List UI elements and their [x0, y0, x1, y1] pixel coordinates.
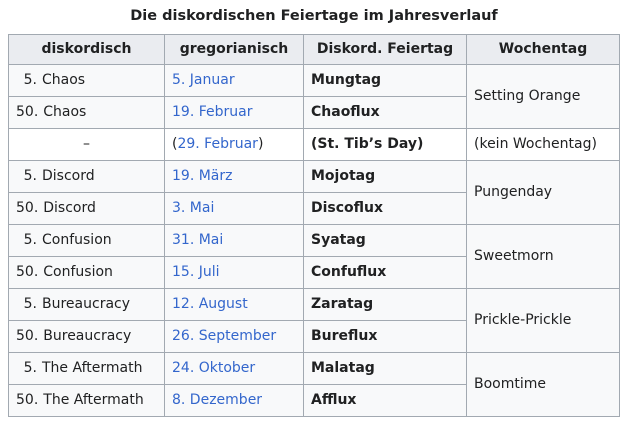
column-header-gregorianisch: gregorianisch [165, 35, 304, 65]
cell-feiertag: Bureflux [304, 321, 467, 353]
cell-gregorianisch [165, 225, 304, 257]
cell-feiertag: Mojotag [304, 161, 467, 193]
cell-diskordisch [9, 257, 165, 289]
column-header-diskordisch: diskordisch [9, 35, 165, 65]
season-name: Bureaucracy [42, 296, 131, 312]
column-header-feiertag: Diskord. Feiertag [304, 35, 467, 65]
cell-diskordisch [9, 193, 165, 225]
cell-gregorianisch [165, 193, 304, 225]
table-row [9, 353, 620, 385]
cell-wochentag: (kein Wochentag) [467, 129, 620, 161]
season-number: 50. [16, 200, 39, 216]
season-name: Bureaucracy [43, 328, 132, 344]
date-link[interactable]: 3. Mai [172, 200, 215, 216]
cell-diskordisch [9, 321, 165, 353]
cell-feiertag: (St. Tib’s Day) [304, 129, 467, 161]
table-row [9, 65, 620, 97]
season-number: 50. [16, 392, 39, 408]
date-link[interactable]: 19. Februar [172, 104, 253, 120]
cell-gregorianisch [165, 257, 304, 289]
date-link[interactable]: 26. September [172, 328, 277, 344]
cell-diskordisch [9, 161, 165, 193]
header-row [9, 35, 620, 65]
date-link[interactable]: 8. Dezember [172, 392, 263, 408]
cell-diskordisch [9, 65, 165, 97]
cell-diskordisch [9, 97, 165, 129]
season-number: 50. [16, 328, 39, 344]
cell-feiertag: Chaoflux [304, 97, 467, 129]
cell-wochentag: Pungenday [467, 161, 620, 225]
date-link[interactable]: 29. Februar [177, 136, 258, 152]
cell-feiertag: Confuflux [304, 257, 467, 289]
cell-diskordisch [9, 225, 165, 257]
season-name: The Aftermath [42, 360, 143, 376]
cell-feiertag: Afflux [304, 385, 467, 417]
cell-wochentag: Boomtime [467, 353, 620, 417]
cell-gregorianisch [165, 97, 304, 129]
season-name: Discord [43, 200, 96, 216]
season-number: 5. [23, 360, 37, 376]
season-number: 5. [23, 72, 37, 88]
cell-gregorianisch [165, 129, 304, 161]
cell-gregorianisch [165, 65, 304, 97]
cell-wochentag: Prickle-Prickle [467, 289, 620, 353]
cell-wochentag: Setting Orange [467, 65, 620, 129]
cell-gregorianisch [165, 289, 304, 321]
cell-gregorianisch [165, 161, 304, 193]
cell-feiertag: Mungtag [304, 65, 467, 97]
cell-feiertag: Malatag [304, 353, 467, 385]
cell-diskordisch [9, 289, 165, 321]
season-name: Confusion [43, 264, 113, 280]
cell-feiertag: Syatag [304, 225, 467, 257]
paren-open: ( [172, 136, 178, 152]
date-link[interactable]: 5. Januar [172, 72, 235, 88]
table-row-st-tibs-day [9, 129, 620, 161]
season-number: 5. [23, 168, 37, 184]
date-link[interactable]: 12. August [172, 296, 248, 312]
date-link[interactable]: 15. Juli [172, 264, 220, 280]
cell-gregorianisch [165, 353, 304, 385]
season-number: 5. [23, 296, 37, 312]
table-row [9, 289, 620, 321]
cell-diskordisch-dash: – [9, 129, 165, 161]
season-name: Confusion [42, 232, 112, 248]
table-row [9, 161, 620, 193]
cell-gregorianisch [165, 321, 304, 353]
season-number: 5. [23, 232, 37, 248]
season-number: 50. [16, 104, 39, 120]
paren-close: ) [257, 136, 264, 152]
season-name: The Aftermath [43, 392, 144, 408]
table-row [9, 225, 620, 257]
discordian-holidays-table [8, 8, 620, 417]
cell-feiertag: Zaratag [304, 289, 467, 321]
date-link[interactable]: 31. Mai [172, 232, 224, 248]
date-link[interactable]: 24. Oktober [172, 360, 256, 376]
cell-diskordisch [9, 385, 165, 417]
cell-feiertag: Discoflux [304, 193, 467, 225]
season-name: Chaos [43, 104, 87, 120]
table-caption: Die diskordischen Feiertage im Jahresverlauf [130, 8, 498, 24]
cell-gregorianisch [165, 385, 304, 417]
column-header-wochentag: Wochentag [467, 35, 620, 65]
season-name: Discord [42, 168, 95, 184]
date-link[interactable]: 19. März [172, 168, 233, 184]
cell-wochentag: Sweetmorn [467, 225, 620, 289]
season-number: 50. [16, 264, 39, 280]
cell-diskordisch [9, 353, 165, 385]
season-name: Chaos [42, 72, 86, 88]
